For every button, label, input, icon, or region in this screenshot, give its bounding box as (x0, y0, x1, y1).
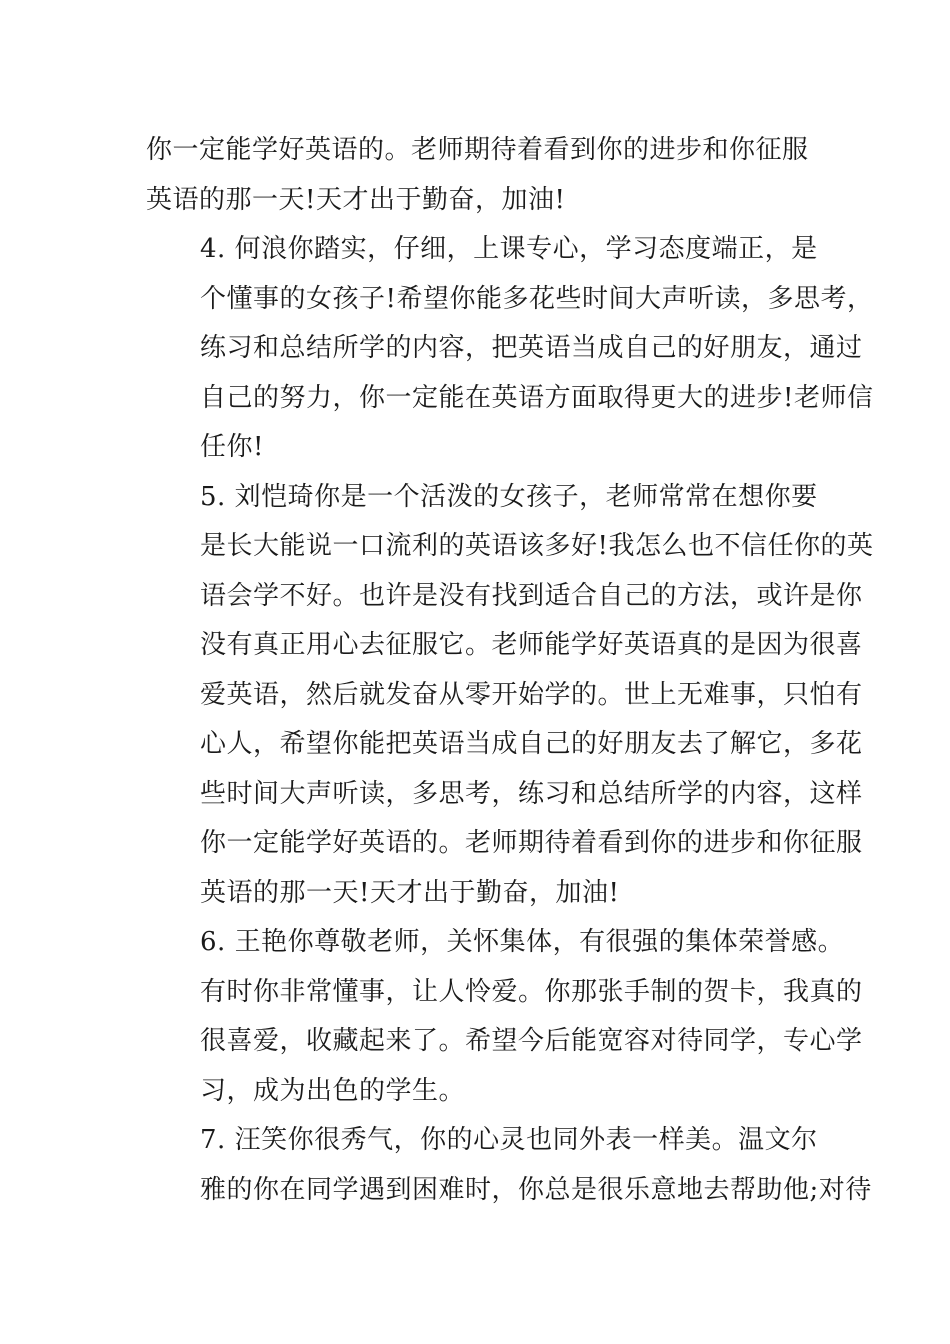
text-line: 很喜爱，收藏起来了。希望今后能宽容对待同学，专心学 (200, 1026, 863, 1056)
text-line: 雅的你在同学遇到困难时，你总是很乐意地去帮助他;对待 (200, 1174, 872, 1205)
text-line: 语会学不好。也许是没有找到适合自己的方法，或许是你 (200, 580, 863, 611)
text-line: 是长大能说一口流利的英语该多好!我怎么也不信任你的英 (200, 531, 874, 561)
text-line: 你一定能学好英语的。老师期待着看到你的进步和你征服 (200, 828, 863, 858)
text-line: 习，成为出色的学生。 (200, 1075, 466, 1106)
text-line: 英语的那一天!天才出于勤奋，加油! (200, 877, 620, 908)
text-line: 没有真正用心去征服它。老师能学好英语真的是因为很喜 (200, 630, 863, 660)
text-line: 你一定能学好英语的。老师期待着看到你的进步和你征服 (146, 135, 809, 165)
text-line: 爱英语，然后就发奋从零开始学的。世上无难事，只怕有 (200, 679, 863, 710)
paragraph-p-7 (146, 1116, 872, 1215)
paragraph-p-cont (146, 126, 836, 225)
text-line: 4. 何浪你踏实，仔细，上课专心，学习态度端正，是 (200, 234, 818, 264)
text-line: 个懂事的女孩子!希望你能多花些时间大声听读，多思考， (200, 283, 874, 314)
text-line: 心人，希望你能把英语当成自己的好朋友去了解它，多花 (200, 729, 863, 759)
paragraph-p-4 (146, 225, 874, 473)
text-line: 英语的那一天!天才出于勤奋，加油! (146, 184, 566, 215)
text-line: 自己的努力，你一定能在英语方面取得更大的进步!老师信 (200, 382, 874, 413)
text-line: 6. 王艳你尊敬老师，关怀集体，有很强的集体荣誉感。 (200, 927, 845, 957)
paragraph-p-6 (146, 918, 863, 1116)
document-body (146, 126, 874, 1215)
text-line: 练习和总结所学的内容，把英语当成自己的好朋友，通过 (200, 333, 863, 363)
paragraph-p-5 (146, 473, 874, 919)
text-line: 7. 汪笑你很秀气，你的心灵也同外表一样美。温文尔 (200, 1125, 818, 1155)
text-line: 5. 刘恺琦你是一个活泼的女孩子，老师常常在想你要 (200, 481, 818, 512)
text-line: 有时你非常懂事，让人怜爱。你那张手制的贺卡，我真的 (200, 976, 863, 1007)
text-line: 些时间大声听读，多思考，练习和总结所学的内容，这样 (200, 778, 863, 809)
text-line: 任你! (200, 432, 264, 462)
